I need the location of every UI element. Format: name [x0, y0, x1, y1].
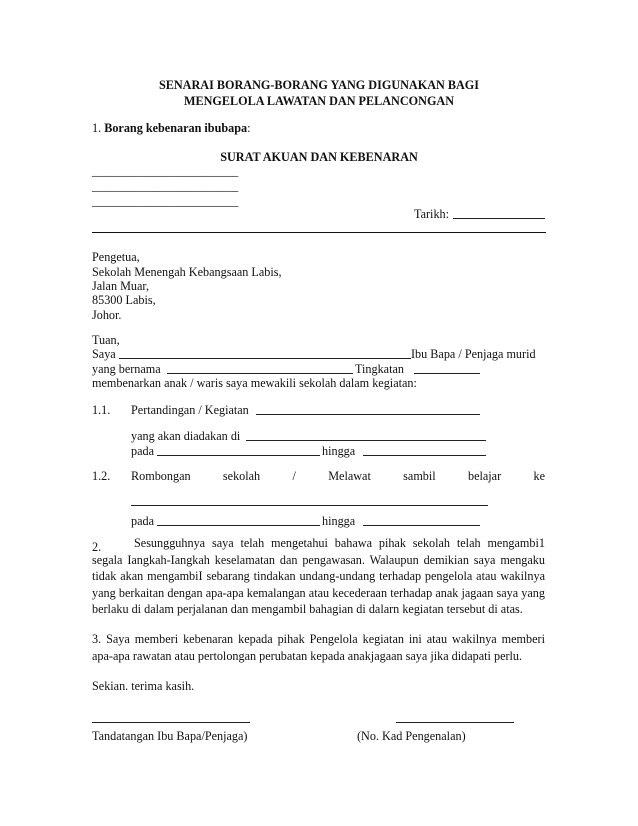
closing-text: Sekian. terima kasih. [92, 679, 195, 693]
word-ke: ke [533, 469, 545, 483]
recipient-line-3: Jalan Muar, [92, 279, 150, 293]
para-2-text: Sesungguhnya saya telah mengetahui bahawa pihak sekolah telah mengambi1 segala Iangkah-Iangkah keselamatan dan pengawasan. Walaupun demikian saya mengaku tidak akan mengambiI sebarang tindakan undang-undang terhadap pengelola atau wakilnya yang berkaitan dengan apa-apa kemalangan atau kecederaan terhadap anak jagaan saya yang berlaku di dalam perjalanan dan mengambil bahagian di dalarn kegiatan tersebut di atas. [92, 536, 545, 616]
kegiatan-field[interactable] [256, 414, 480, 415]
ic-label: (No. Kad Pengenalan) [357, 729, 466, 743]
recipient-line-5: Johor. [92, 308, 122, 322]
end-date-field-1[interactable] [363, 455, 486, 456]
item-1-1-venue-label: yang akan diadakan di [131, 429, 241, 443]
destination-field[interactable] [131, 505, 488, 506]
form-title: SURAT AKUAN DAN KEBENARAN [220, 150, 418, 164]
para-2-number: 2. [92, 540, 102, 554]
word-sambil: sambil [403, 469, 436, 483]
word-rombongan: Rombongan [131, 469, 191, 483]
address-blank-1: ________________________ [92, 164, 239, 178]
item-1-2-number: 1.2. [92, 469, 111, 483]
start-date-field-1[interactable] [157, 455, 320, 456]
date-field[interactable] [453, 218, 545, 219]
document-title-line-2: MENGELOLA LAWATAN DAN PELANCONGAN [183, 94, 455, 108]
item-1-1-pada-label: pada [131, 444, 155, 458]
student-name-field[interactable] [167, 373, 353, 374]
item-1-2-text [131, 469, 545, 483]
para-3-text: 3. Saya memberi kebenaran kepada pihak Pengelola kegiatan ini atau wakilnya memberi apa-apa rawatan atau pertolongan perubatan kepada anakjagaan saya jika didapati perlu. [92, 632, 545, 663]
tingkatan-field[interactable] [414, 373, 480, 374]
separator-rule [92, 232, 546, 233]
salutation: Tuan, [92, 333, 120, 347]
saya-suffix: Ibu Bapa / Penjaga murid [411, 347, 536, 361]
recipient-line-1: Pengetua, [92, 250, 140, 264]
section-1-label: Borang kebenaran ibubapa [104, 121, 248, 135]
start-date-field-2[interactable] [157, 525, 320, 526]
item-1-1-hingga-label: hingga [322, 444, 356, 458]
date-label: Tarikh: [414, 207, 450, 221]
recipient-line-4: 85300 Labis, [92, 293, 156, 307]
saya-prefix: Saya [92, 347, 116, 361]
word-melawat: Melawat [328, 469, 371, 483]
signature-field[interactable] [92, 722, 250, 723]
word-sekolah: sekolah [222, 469, 261, 483]
item-1-2-hingga-label: hingga [322, 514, 356, 528]
parent-name-field[interactable] [119, 358, 411, 359]
recipient-line-2: Sekolah Menengah Kebangsaan Labis, [92, 265, 282, 279]
ic-number-field[interactable] [396, 722, 514, 723]
document-title-line-1: SENARAI BORANG-BORANG YANG DIGUNAKAN BAGI [158, 78, 480, 92]
address-blank-2: ________________________ [92, 179, 239, 193]
membenarkan-text: membenarkan anak / waris saya mewakili sekolah dalam kegiatan: [92, 376, 417, 390]
address-blank-3: ________________________ [92, 194, 239, 208]
item-1-1-label: Pertandingan / Kegiatan [131, 403, 249, 417]
word-slash: / [292, 469, 296, 483]
section-1-colon: : [247, 121, 251, 135]
venue-field[interactable] [246, 440, 486, 441]
section-1-number: 1. [92, 121, 102, 135]
section-1-heading [92, 121, 250, 135]
tingkatan-label: Tingkatan [355, 362, 404, 376]
word-belajar: belajar [468, 469, 502, 483]
end-date-field-2[interactable] [363, 525, 480, 526]
item-1-2-pada-label: pada [131, 514, 155, 528]
bernama-prefix: yang bernama [92, 362, 161, 376]
item-1-1-number: 1.1. [92, 403, 111, 417]
signature-label: Tandatangan Ibu Bapa/Penjaga) [92, 729, 248, 743]
